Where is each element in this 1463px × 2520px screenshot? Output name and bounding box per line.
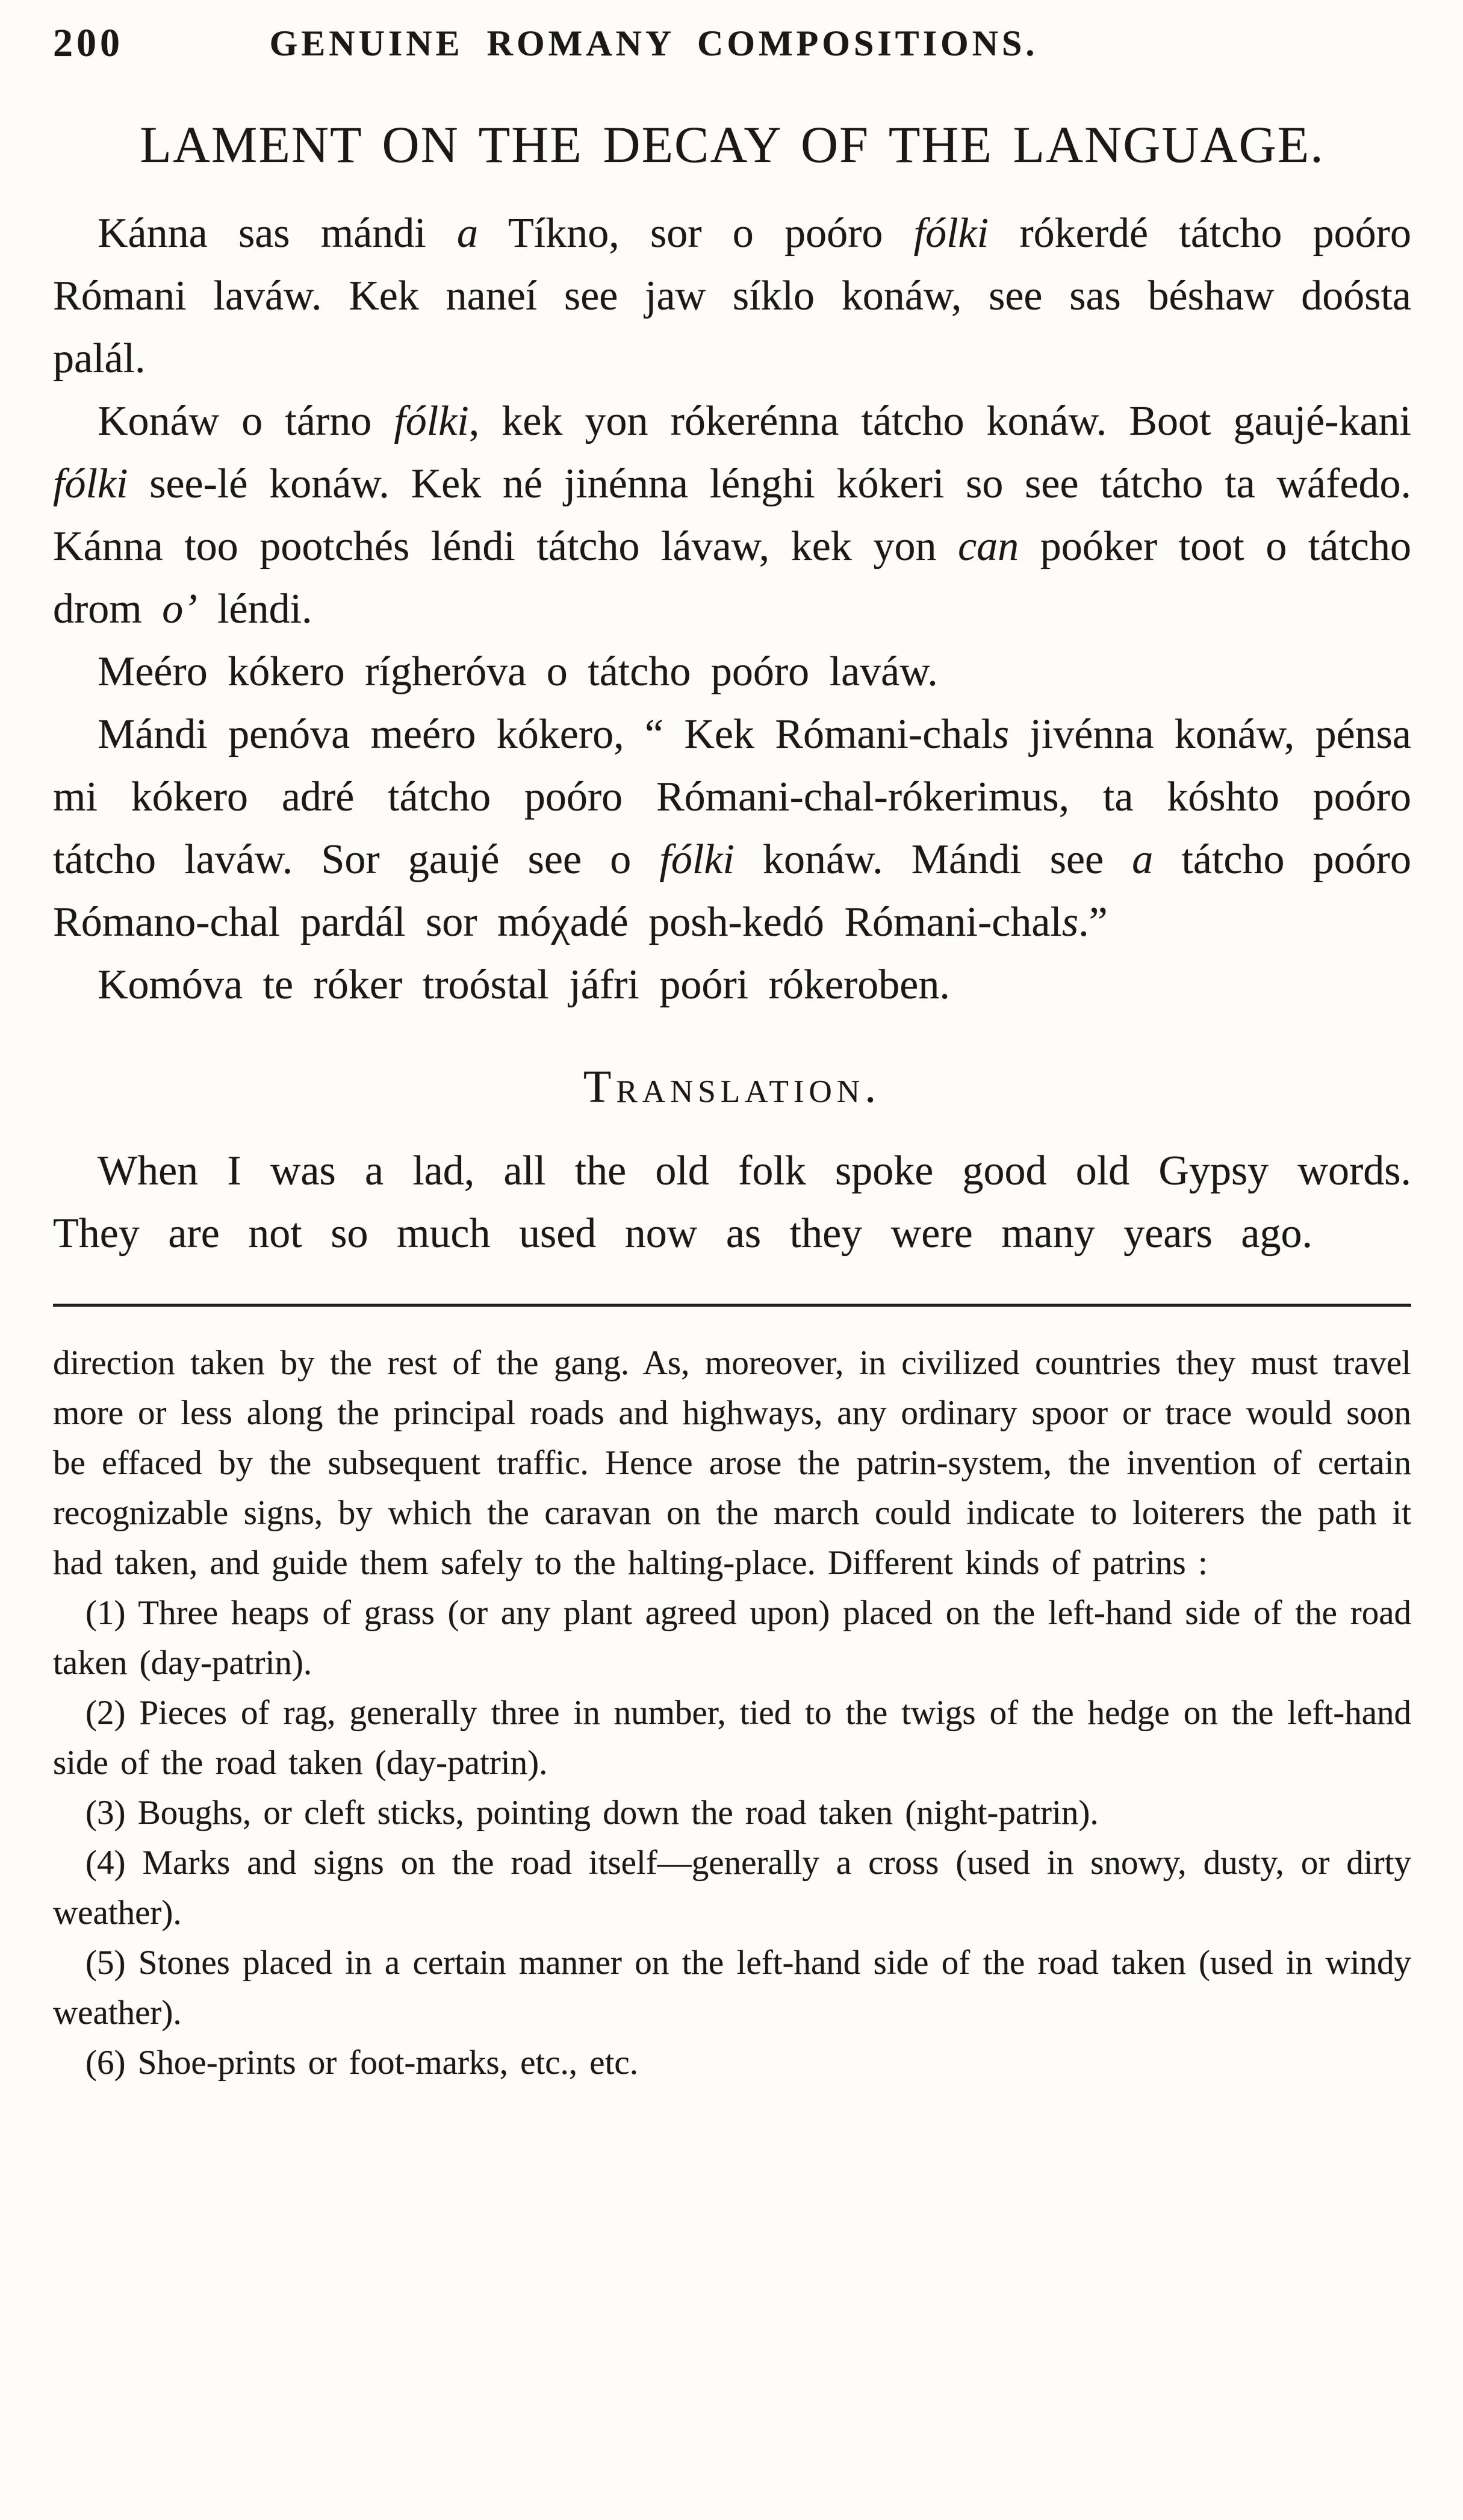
text-run: konáw. Mándi see [734, 836, 1132, 883]
italic-run: a [457, 210, 479, 257]
footnote-paragraph [53, 1688, 1411, 1788]
article-title: LAMENT ON THE DECAY OF THE LANGUAGE. [140, 116, 1325, 173]
text-run: When I was a lad, all the old folk spoke good old Gypsy words. They are not so much used now as they were many years ago. [53, 1148, 1411, 1257]
text-run: see-lé konáw. Kek né jinénna lénghi kókeri so see tátcho ta wáfedo. Kánna too pootchés léndi tátcho lávaw, kek yon [53, 461, 1411, 570]
running-title: GENUINE ROMANY COMPOSITIONS. [269, 23, 1039, 63]
text-run: Komóva te róker troóstal jáfri poóri rókeroben. [98, 962, 950, 1008]
text-run: Konáw o tárno [98, 398, 394, 444]
footnote-paragraph [53, 1338, 1411, 1588]
footnote-paragraph [53, 2038, 1411, 2088]
italic-run: s [1061, 899, 1079, 945]
text-run: Mándi penóva meéro kókero, “ Kek Rómani-chal [98, 711, 993, 758]
text-run: jivénna konáw, pénsa mi kókero adré tátcho poóro Rómani-chal-rókerimus, ta kóshto poóro tátcho laváw. Sor gaujé see o [53, 711, 1411, 883]
romany-text-block [53, 202, 1411, 1016]
romany-paragraph [53, 703, 1411, 954]
text-run: (3) Boughs, or cleft sticks, pointing down the road taken (night-patrin). [85, 1794, 1099, 1832]
translation-text-block [53, 1140, 1411, 1265]
text-run: Kánna sas mándi [98, 210, 458, 257]
page-number: 200 [53, 21, 123, 65]
text-run: léndi. [197, 586, 312, 632]
footnote-paragraph [53, 1588, 1411, 1688]
italic-run: can [958, 523, 1019, 570]
italic-run: fólki [913, 210, 989, 257]
italic-run: fólki [394, 398, 469, 444]
translation-paragraph [53, 1140, 1411, 1265]
footnote-paragraph [53, 1938, 1411, 2038]
text-run: .” [1078, 899, 1108, 945]
text-run: (1) Three heaps of grass (or any plant agreed upon) placed on the left-hand side of the road taken (day-patrin). [53, 1594, 1411, 1682]
text-run: (6) Shoe-prints or foot-marks, etc., etc. [85, 2044, 638, 2082]
footnote-paragraph [53, 1788, 1411, 1838]
translation-heading: Translation. [583, 1062, 881, 1112]
text-run: (2) Pieces of rag, generally three in number, tied to the twigs of the hedge on the left-hand side of the road taken (day-patrin). [53, 1694, 1411, 1782]
italic-run: s [992, 711, 1010, 758]
text-run: (5) Stones placed in a certain manner on the left-hand side of the road taken (used in windy weather). [53, 1944, 1411, 2032]
text-run: tátcho poóro Rómano-chal pardál sor móχadé posh-kedó Rómani-chal [53, 836, 1411, 945]
text-run: Meéro kókero rígheróva o tátcho poóro laváw. [98, 649, 938, 695]
text-run: , kek yon rókerénna tátcho konáw. Boot gaujé-kani [468, 398, 1411, 444]
romany-paragraph [53, 202, 1411, 390]
footnote-divider-rule [53, 1304, 1411, 1307]
text-run: rókerdé tátcho poóro Rómani laváw. Kek naneí see jaw síklo konáw, see sas béshaw doósta palál. [53, 210, 1411, 382]
footnote-text-block [53, 1338, 1411, 2088]
text-run: direction taken by the rest of the gang. As, moreover, in civilized countries they must travel more or less along the principal roads and highways, any ordinary spoor or trace would soon be effaced by the subsequent traffic. Hence arose the patrin-system, the invention of certain recognizable signs, by which the caravan on the march could indicate to loiterers the path it had taken, and guide them safely to the halting-place. Different kinds of patrins : [53, 1344, 1411, 1582]
italic-run: fólki [659, 836, 735, 883]
romany-paragraph [53, 954, 1411, 1016]
page-header [53, 20, 1411, 76]
text-run: poóker toot o tátcho drom [53, 523, 1411, 632]
italic-run: o’ [162, 586, 197, 632]
romany-paragraph [53, 641, 1411, 703]
italic-run: a [1132, 836, 1154, 883]
text-run: Tíkno, sor o poóro [478, 210, 914, 257]
footnote-paragraph [53, 1838, 1411, 1938]
italic-run: fólki [53, 461, 128, 507]
text-run: (4) Marks and signs on the road itself—generally a cross (used in snowy, dusty, or dirty weather). [53, 1844, 1411, 1932]
romany-paragraph [53, 390, 1411, 641]
